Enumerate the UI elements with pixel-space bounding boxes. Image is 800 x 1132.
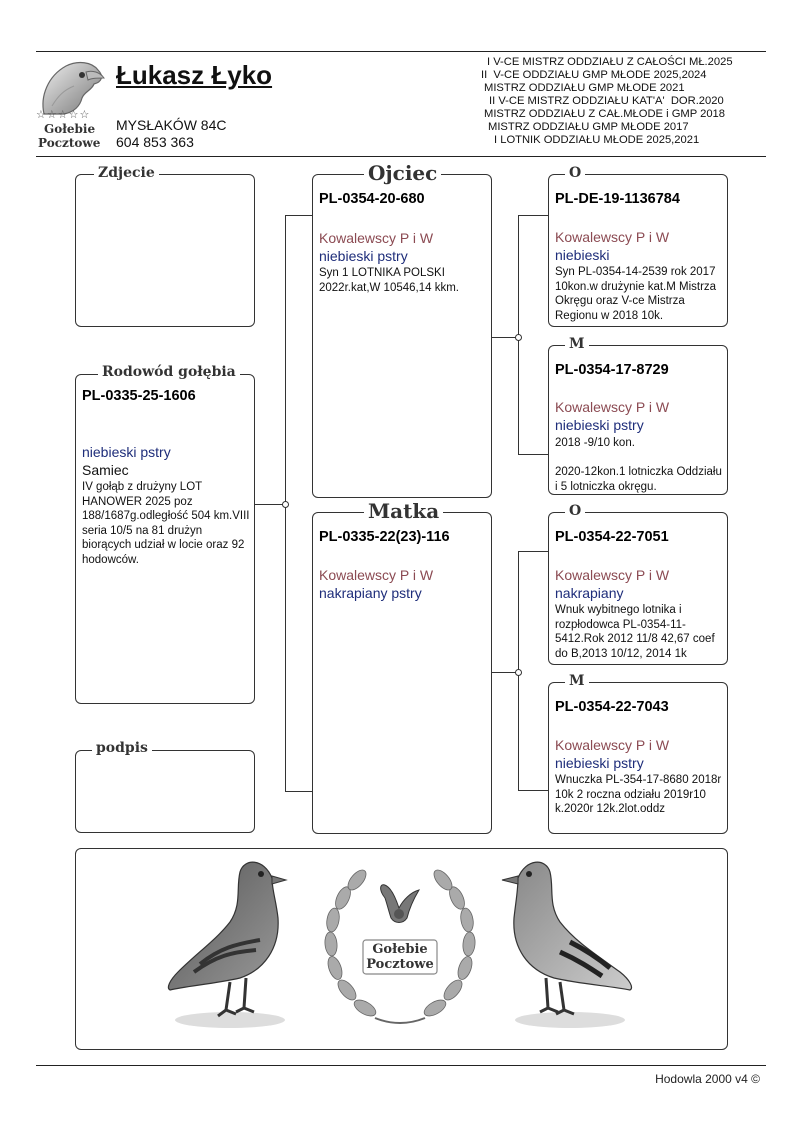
father-color: niebieski pstry bbox=[319, 248, 408, 264]
flying-pigeon-icon bbox=[381, 885, 419, 923]
mf-title: O bbox=[565, 504, 585, 518]
connector bbox=[518, 790, 548, 791]
achievement-line: II V-CE MISTRZ ODDZIAŁU KAT'A' DOR.2020 bbox=[489, 95, 724, 107]
breeder-phone: 604 853 363 bbox=[116, 134, 194, 150]
header-top-rule bbox=[36, 51, 766, 52]
connector-knob bbox=[282, 501, 289, 508]
achievement-line: MISTRZ ODDZIAŁU GMP MŁODE 2021 bbox=[484, 82, 685, 94]
mf-ring: PL-0354-22-7051 bbox=[555, 529, 669, 545]
achievement-line: II V-CE ODDZIAŁU GMP MŁODE 2025,2024 bbox=[481, 69, 707, 81]
father-ring: PL-0354-20-680 bbox=[319, 191, 425, 207]
achievement-line: MISTRZ ODDZIAŁU GMP MŁODE 2017 bbox=[488, 121, 689, 133]
father-desc: Syn 1 LOTNIKA POLSKI 2022r.kat,W 10546,14 kkm. bbox=[319, 267, 459, 294]
footer-rule bbox=[36, 1065, 766, 1066]
pigeon-ring: PL-0335-25-1606 bbox=[82, 388, 196, 404]
fm-desc-2: 2020-12kon.1 lotniczka Oddziału i 5 lotniczka okręgu. bbox=[555, 466, 722, 493]
mm-ring: PL-0354-22-7043 bbox=[555, 699, 669, 715]
header-logo bbox=[34, 56, 108, 152]
father-box bbox=[312, 174, 492, 498]
mm-color: niebieski pstry bbox=[555, 755, 644, 771]
connector bbox=[285, 791, 312, 792]
fm-title: M bbox=[565, 337, 589, 351]
banner-logo-text-1: Gołebie bbox=[372, 942, 428, 957]
photo-box bbox=[75, 174, 255, 327]
header-bottom-rule bbox=[36, 156, 766, 157]
pigeon-left-image bbox=[160, 852, 300, 1032]
mother-breeder: Kowalewscy P i W bbox=[319, 567, 434, 583]
logo-stars: ☆☆☆☆☆ bbox=[36, 109, 91, 121]
banner-logo bbox=[315, 858, 485, 1038]
mf-color: nakrapiany bbox=[555, 585, 624, 601]
pigeon-color: niebieski pstry bbox=[82, 444, 171, 460]
fm-desc-1: 2018 -9/10 kon. bbox=[555, 437, 635, 449]
mm-desc: Wnuczka PL-354-17-8680 2018r 10k 2 roczna odziału 2019r10 k.2020r 12k.2lot.oddz bbox=[555, 774, 722, 815]
mf-desc: Wnuk wybitnego lotnika i rozpłodowca PL-0354-11-5412.Rok 2012 11/8 42,67 coef do B,2013 10/12, 2014 1k bbox=[555, 604, 715, 660]
mm-breeder: Kowalewscy P i W bbox=[555, 737, 670, 753]
breeder-name: Łukasz Łyko bbox=[116, 60, 273, 90]
mother-color: nakrapiany pstry bbox=[319, 585, 422, 601]
connector-knob bbox=[515, 669, 522, 676]
fm-color: niebieski pstry bbox=[555, 417, 644, 433]
mother-ring: PL-0335-22(23)-116 bbox=[319, 529, 450, 545]
logo-text-2: Pocztowe bbox=[38, 136, 101, 150]
achievement-line: MISTRZ ODDZIAŁU Z CAŁ.MŁODE i GMP 2018 bbox=[484, 108, 725, 120]
connector bbox=[285, 215, 312, 216]
achievement-line: I V-CE MISTRZ ODDZIAŁU Z CAŁOŚCI MŁ.2025 bbox=[487, 56, 733, 68]
connector-knob bbox=[515, 334, 522, 341]
fm-breeder: Kowalewscy P i W bbox=[555, 399, 670, 415]
father-title: Ojciec bbox=[364, 163, 441, 183]
father-breeder: Kowalewscy P i W bbox=[319, 230, 434, 246]
mm-title: M bbox=[565, 674, 589, 688]
connector bbox=[518, 454, 548, 455]
pigeon-sex: Samiec bbox=[82, 462, 129, 478]
ff-desc: Syn PL-0354-14-2539 rok 2017 10kon.w drużynie kat.M Mistrza Okręgu oraz V-ce Mistrza Regionu w 2018 10k. bbox=[555, 266, 717, 322]
mother-title: Matka bbox=[364, 501, 443, 521]
footer-text: Hodowla 2000 v4 © bbox=[655, 1072, 760, 1086]
banner-logo-text-2: Pocztowe bbox=[366, 957, 434, 972]
logo-text-1: Gołebie bbox=[44, 122, 96, 136]
signature-box bbox=[75, 750, 255, 833]
achievement-line: I LOTNIK ODDZIAŁU MŁODE 2025,2021 bbox=[494, 134, 700, 146]
ff-title: O bbox=[565, 166, 585, 180]
ff-breeder: Kowalewscy P i W bbox=[555, 229, 670, 245]
connector bbox=[518, 551, 548, 552]
connector bbox=[518, 215, 548, 216]
ff-color: niebieski bbox=[555, 247, 610, 263]
photo-title: Zdjecie bbox=[94, 166, 159, 180]
signature-title: podpis bbox=[92, 741, 152, 755]
mother-box bbox=[312, 512, 492, 834]
pigeon-title: Rodowód gołębia bbox=[98, 365, 240, 379]
fm-ring: PL-0354-17-8729 bbox=[555, 362, 669, 378]
breeder-address: MYSŁAKÓW 84C bbox=[116, 117, 227, 133]
ff-ring: PL-DE-19-1136784 bbox=[555, 191, 680, 207]
mf-breeder: Kowalewscy P i W bbox=[555, 567, 670, 583]
pigeon-right-image bbox=[490, 852, 640, 1032]
pigeon-desc: IV gołąb z drużyny LOT HANOWER 2025 poz 188/1687g.odległość 504 km.VIII seria 10/5 na 81 drużyn biorących udział w locie oraz 92 hodowców. bbox=[82, 481, 250, 566]
